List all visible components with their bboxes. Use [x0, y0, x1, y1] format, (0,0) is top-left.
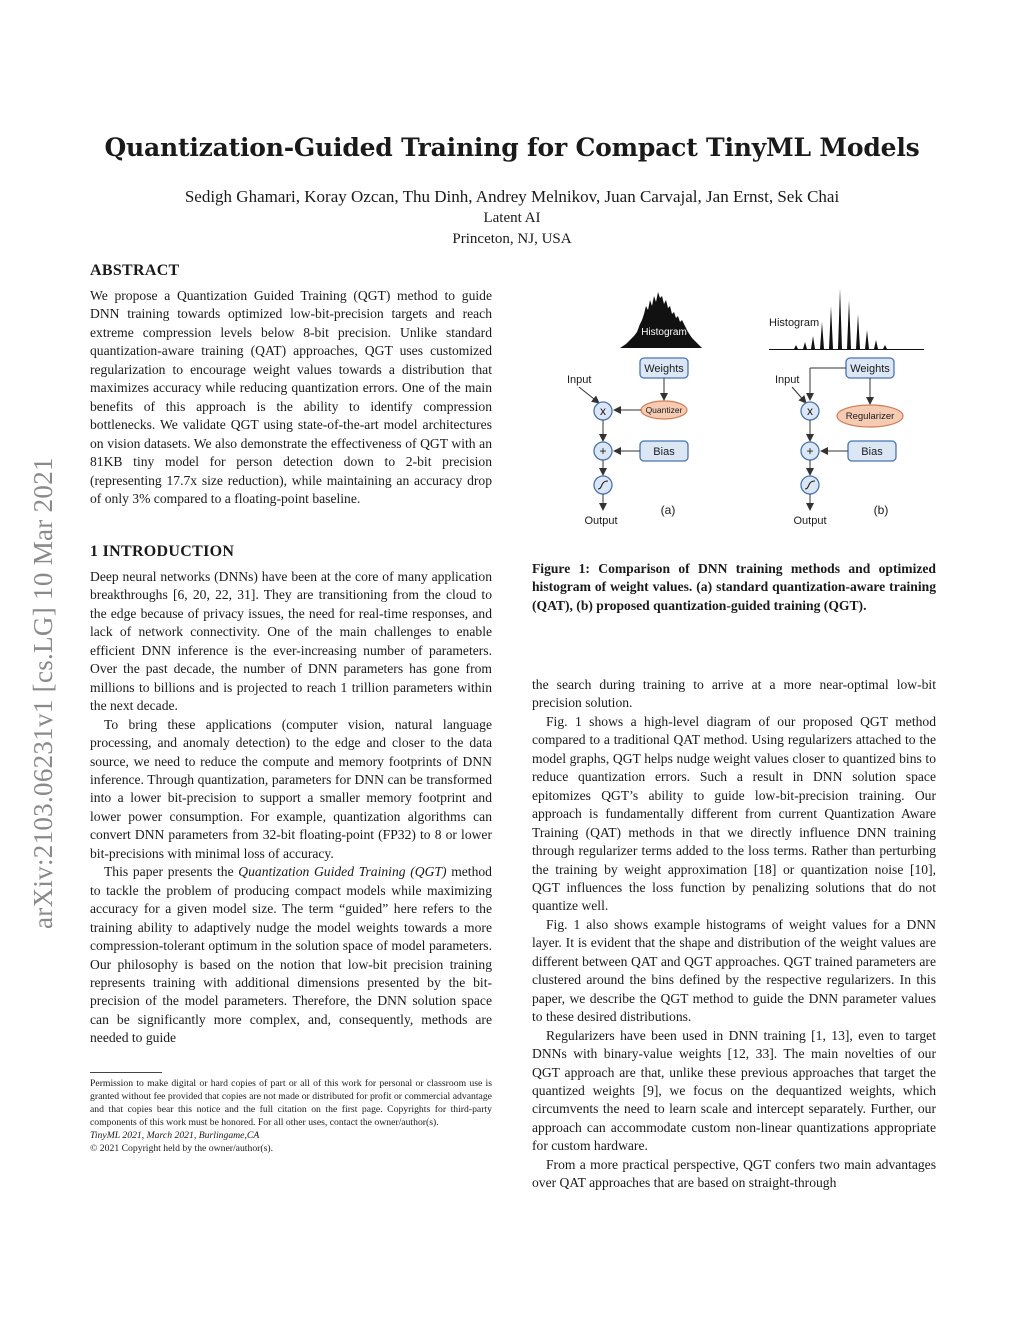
intro-paragraph-1: Deep neural networks (DNNs) have been at the core of many application breakthroughs [6, 20, 22, 31]. They are transitioning from the cloud to the edge because of privacy issues, the need for real-time responses, and lack of network connectivity. One of the main challenges to enable efficient DNN inference is the ever-increasing number of parameters. Over the past decade, the number of DNN parameters has gone from millions to billions and is projected to reach 1 trillion parameters within the next decade.	[90, 569, 492, 714]
qgt-term: Quantization Guided Training (QGT)	[238, 864, 447, 880]
arxiv-stamp: arXiv:2103.06231v1 [cs.LG] 10 Mar 2021	[28, 457, 58, 929]
panel-label-b: (b)	[873, 503, 889, 517]
histogram-label-a: Histogram	[641, 327, 687, 338]
right-paragraph-1: the search during training to arrive at a more near-optimal low-bit precision solution.	[532, 677, 936, 711]
right-paragraph-4: Regularizers have been used in DNN training [1, 13], even to target DNNs with binary-value weights [12, 33]. The main novelties of our QGT approach are that, unlike these previous approaches that target the quantized weights [9], we focus on the dequantized weights, which circumvents the need to learn scale and intercept separately. Further, our approach can accommodate custom non-linear quantizations appropriate for custom hardware.	[532, 1027, 936, 1154]
figure-1-diagram	[548, 262, 948, 537]
affiliation: Latent AI	[483, 210, 541, 226]
multiply-symbol-a: x	[600, 404, 606, 418]
add-symbol-b: +	[806, 444, 814, 458]
permission-text: Permission to make digital or hard copies of part or all of this work for personal or classroom use is granted without fee provided that copies are not made or distributed for profit or commercial advantage and that copies bear this notice and the full citation on the first page. Copyrights for third-party components of this work must be honored. For all other uses, contact the owner/author(s).	[90, 1078, 492, 1129]
abstract-text: We propose a Quantization Guided Training (QGT) method to guide DNN training towards optimized low-bit-precision targets and reach extreme compression levels below 8-bit precision. Unlike standard quantization-aware training (QAT) approaches, QGT uses customized regularization to encourage weight values towards a distribution that maximizes accuracy while reducing quantization errors. One of the main benefits of this approach is the ability to identify compression bottlenecks. We validate QGT using state-of-the-art model architectures on vision datasets. We also demonstrate the effectiveness of QGT with an 81KB tiny model for person detection down to 2-bit precision (representing 17.7x size reduction), while maintaining an accuracy drop of only 3% compared to a floating-point baseline.	[90, 288, 492, 506]
panel-b	[769, 288, 924, 527]
input-label-b: Input	[775, 374, 800, 386]
weights-label-a: Weights	[644, 363, 684, 375]
bias-label-b: Bias	[861, 446, 883, 458]
footnote-rule	[90, 1072, 162, 1073]
abstract-body	[90, 287, 492, 508]
venue-line: TinyML 2021, March 2021, Burlingame,CA	[90, 1130, 260, 1142]
output-label-b: Output	[793, 515, 827, 527]
permission-footnote	[90, 1077, 492, 1156]
histogram-a	[620, 292, 702, 348]
right-paragraph-5: From a more practical perspective, QGT confers two main advantages over QAT approaches that are based on straight-through	[532, 1156, 936, 1191]
right-paragraph-2: Fig. 1 shows a high-level diagram of our proposed QGT method compared to a traditional QAT method. Using regularizers attached to the model graphs, QGT helps nudge weight values closer to quantized bins to reduce quantization errors. Such a result in DNN solution space epitomizes QGT’s ability to guide low-bit-precision training. Our approach is fundamentally different from current Quantization Aware Training (QAT) methods in that we directly influence DNN training through regularizer terms added to the loss terms. Rather than perturbing the training by weight approximation [18] or quantization noise [10], QGT influences the loss function by penalizing solutions that do not quantize well.	[532, 713, 936, 914]
regularizer-label: Regularizer	[845, 411, 895, 422]
right-column-body	[532, 676, 936, 1193]
copyright-line: © 2021 Copyright held by the owner/author(s).	[90, 1143, 274, 1155]
activation-node-a	[594, 476, 612, 494]
output-label-a: Output	[584, 515, 618, 527]
author-list: Sedigh Ghamari, Koray Ozcan, Thu Dinh, Andrey Melnikov, Juan Carvajal, Jan Ernst, Sek Chai	[184, 187, 840, 206]
add-symbol-a: +	[599, 444, 607, 458]
intro-paragraph-3	[90, 863, 492, 1048]
panel-label-a: (a)	[660, 503, 676, 517]
bias-label-a: Bias	[653, 446, 675, 458]
introduction-body	[90, 568, 492, 1048]
quantizer-label: Quantizer	[645, 405, 683, 415]
intro-paragraph-2: To bring these applications (computer vision, natural language processing, and anomaly detection) to the edge and closer to the data source, we need to reduce the compute and memory footprints of DNN inference. Through quantization, parameters for DNN can be transformed into a lower bit-precision to support a smaller memory footprint and lower power consumption. For example, quantization algorithms can convert DNN parameters from 32-bit floating-point (FP32) to 8 or lower bit-precisions with minimal loss of accuracy.	[90, 716, 492, 861]
activation-node-b	[801, 476, 819, 494]
introduction-heading: 1 INTRODUCTION	[90, 543, 235, 560]
location: Princeton, NJ, USA	[452, 231, 572, 247]
histogram-label-b: Histogram	[769, 317, 820, 329]
paper-title: Quantization-Guided Training for Compact TinyML Models	[104, 133, 920, 162]
figure-1-caption: Figure 1: Comparison of DNN training methods and optimized histogram of weight values. (a) standard quantization-aware training (QAT), (b) proposed quantization-guided training (QGT).	[532, 561, 936, 613]
input-arrow-b	[792, 387, 806, 403]
weights-label-b: Weights	[850, 363, 890, 375]
input-label-a: Input	[567, 374, 592, 386]
intro-p3-start: This paper presents the	[104, 864, 239, 880]
panel-a	[567, 292, 702, 527]
abstract-heading: ABSTRACT	[90, 262, 180, 279]
intro-p3-rest: method to tackle the problem of producing compact models while maximizing accuracy for a given model size. The term “guided” here refers to the training ability to adaptively nudge the model weights towards a more compression-tolerant optimum in the solution space of model parameters. Our philosophy is based on the notion that low-bit precision training represents training with additional dimensions presented by the bit-precision of the model parameters. Therefore, the DNN solution space can be significantly more complex, and, consequently, methods are needed to guide	[90, 864, 492, 1046]
input-arrow-a	[579, 387, 599, 403]
multiply-symbol-b: x	[807, 404, 813, 418]
right-paragraph-3: Fig. 1 also shows example histograms of weight values for a DNN layer. It is evident that the shape and distribution of the weight values are different between QAT and QGT approaches. QGT trained parameters are clustered around the bins defined by the respective regularizers. In this paper, we describe the QGT method to guide the DNN parameter values to these desired distributions.	[532, 916, 936, 1025]
